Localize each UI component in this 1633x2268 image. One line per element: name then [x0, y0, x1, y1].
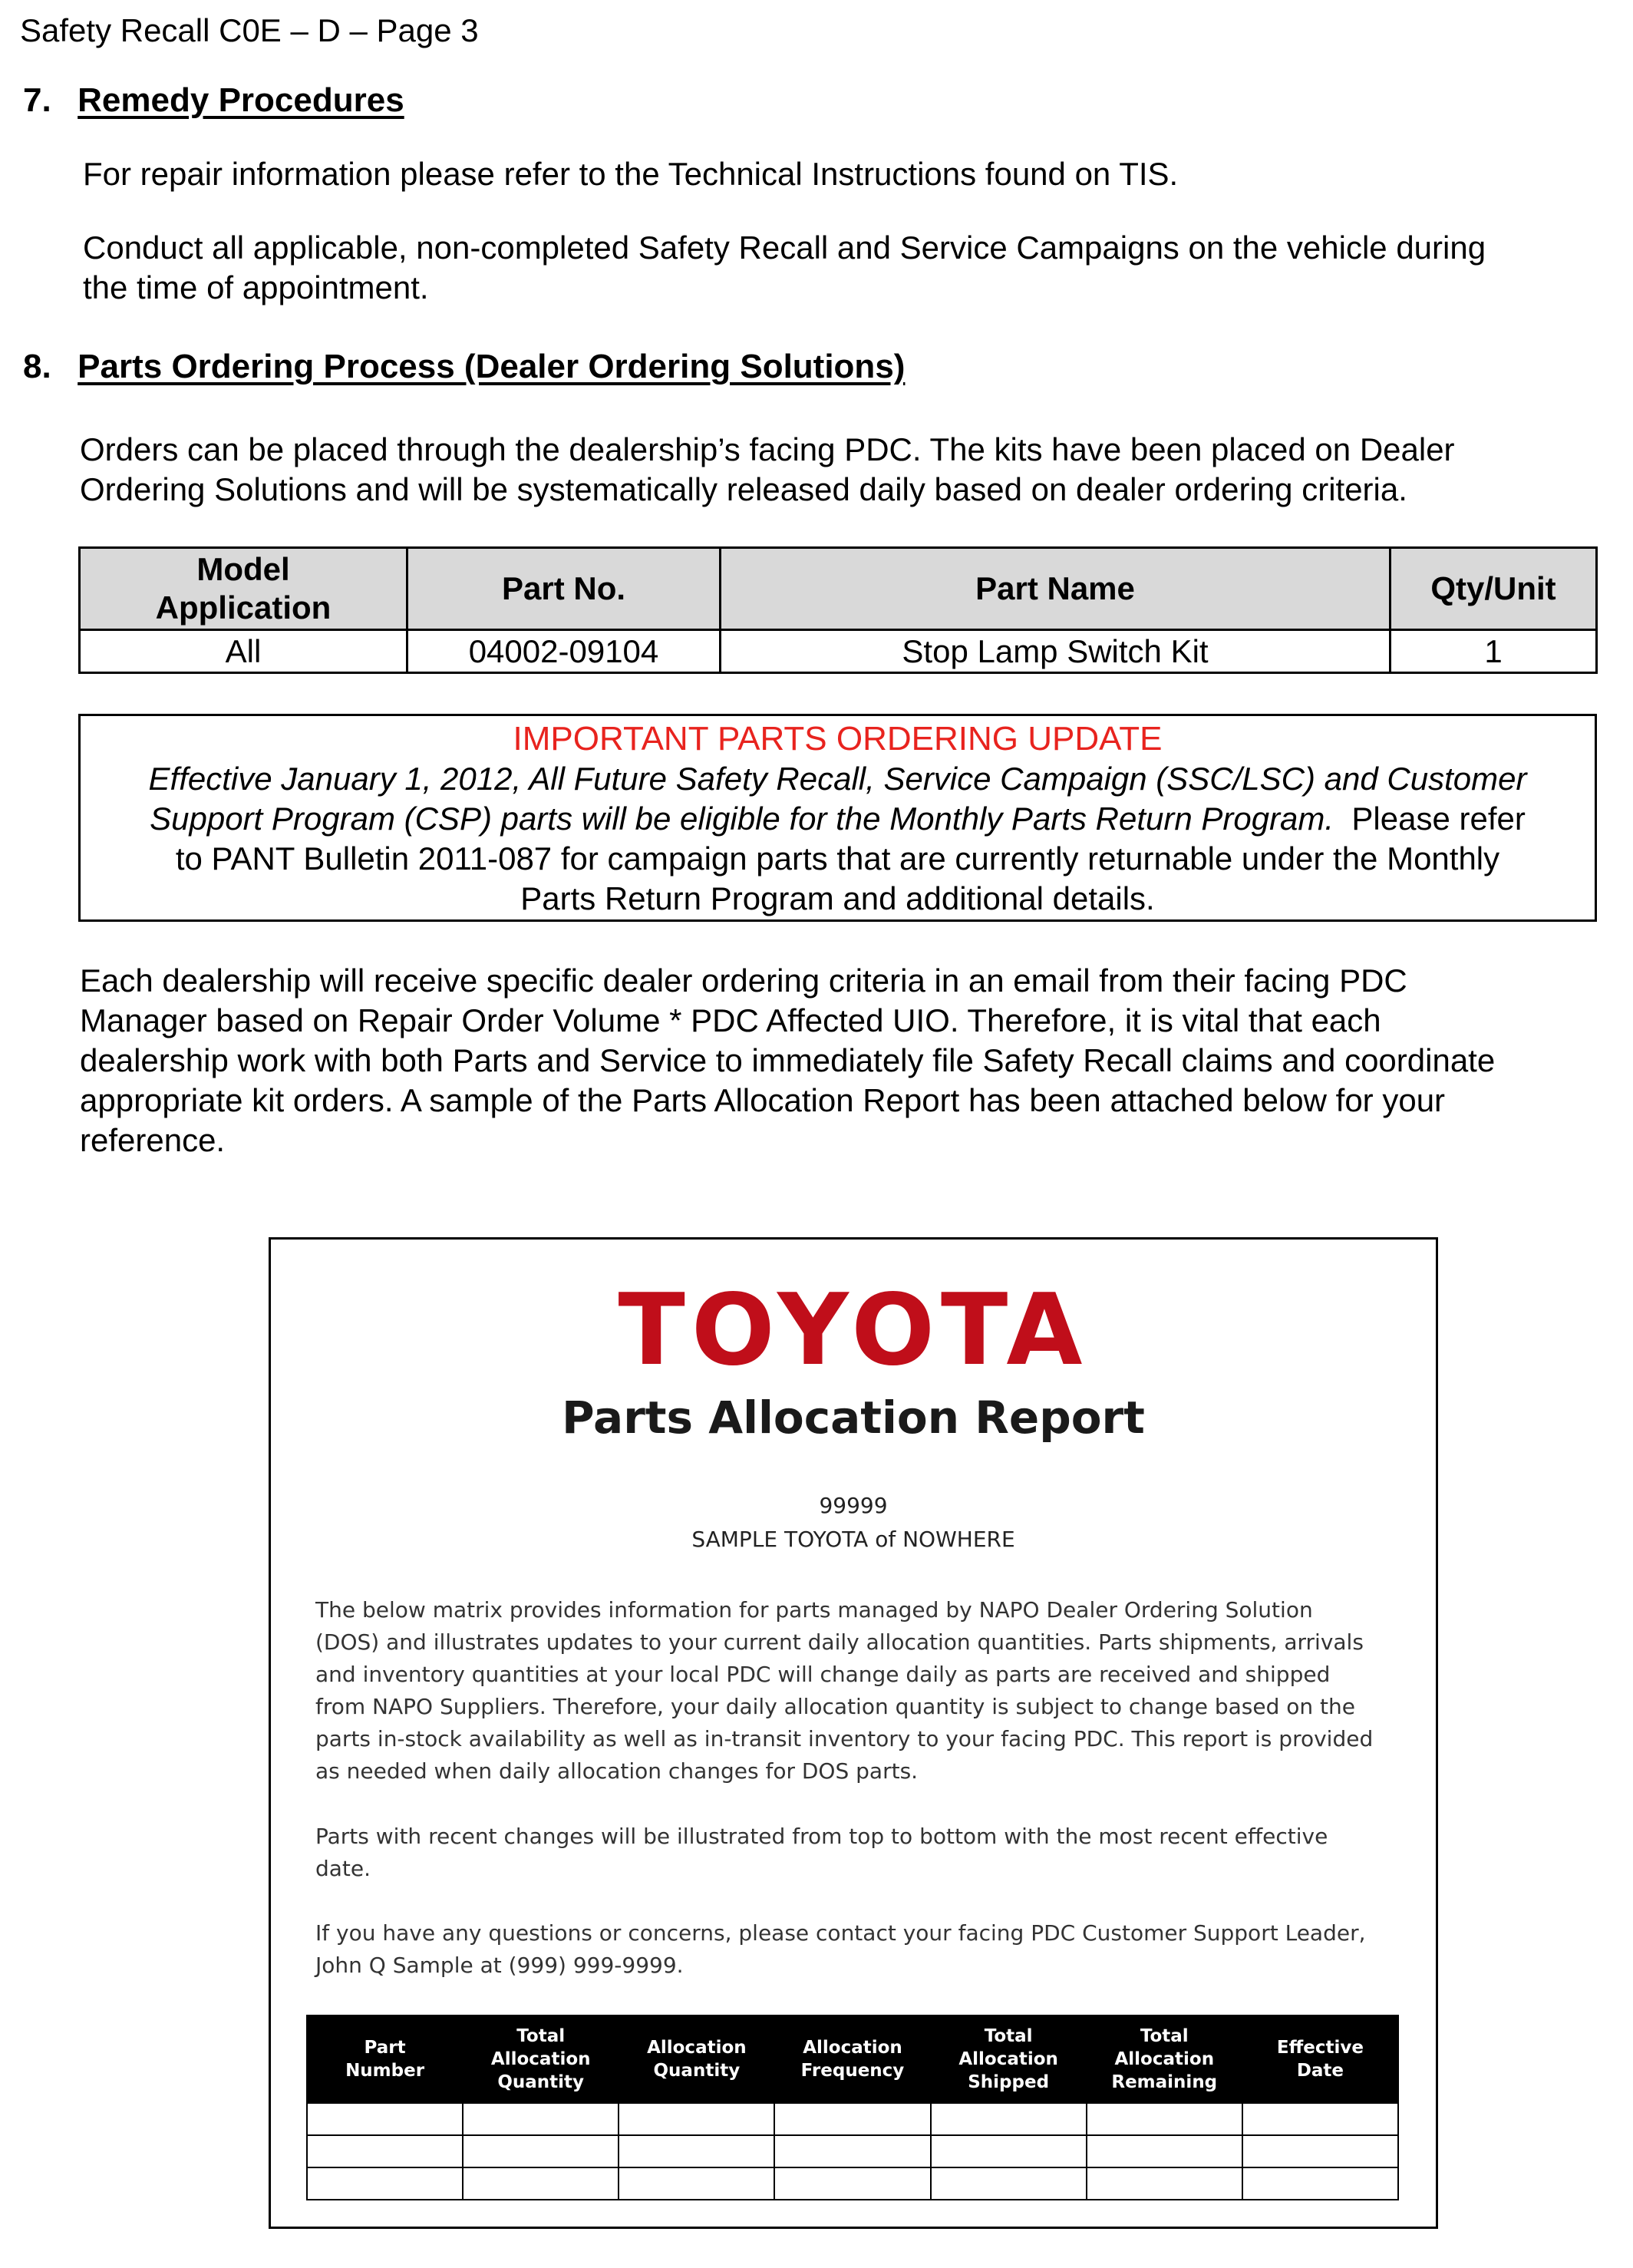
section-8-intro-line-1: Orders can be placed through the dealership’s facing PDC. The kits have been placed on Dealer: [80, 431, 1455, 467]
report-paragraph-1: [315, 1594, 1405, 1788]
report-paragraph-2: [315, 1821, 1405, 1885]
parts-table-cell-part-no: 04002-09104: [407, 630, 721, 673]
closing-line-4: appropriate kit orders. A sample of the Parts Allocation Report has been attached below for your: [80, 1082, 1446, 1118]
important-update-line-4: Parts Return Program and additional details.: [520, 880, 1155, 916]
section-8-title: Parts Ordering Process (Dealer Ordering Solutions): [78, 348, 906, 385]
allocation-header-line: Allocation: [647, 2038, 747, 2058]
allocation-header-line: Date: [1296, 2061, 1344, 2081]
parts-table-header-qty: Qty/Unit: [1391, 548, 1597, 630]
important-update-line-2-italic: Support Program (CSP) parts will be eligible for the Monthly Parts Return Program.: [150, 801, 1334, 837]
allocation-header-allocation-frequency: [774, 2015, 930, 2103]
section-7-number: 7.: [23, 81, 51, 119]
allocation-header-line: Allocation: [490, 2049, 591, 2069]
allocation-header-line: Number: [345, 2061, 425, 2081]
allocation-table-header-row: [307, 2015, 1398, 2103]
section-7-paragraph-2-line-2: the time of appointment.: [83, 269, 429, 305]
allocation-header-total-allocation-shipped: [931, 2015, 1087, 2103]
allocation-table: [306, 2015, 1399, 2200]
important-update-box: [78, 714, 1597, 922]
report-paragraph-3: [315, 1917, 1405, 1982]
important-update-title: IMPORTANT PARTS ORDERING UPDATE: [513, 720, 1163, 758]
parts-table-header-model-line-1: Model: [196, 551, 290, 588]
important-update-line-2: [81, 799, 1595, 839]
allocation-header-line: Remaining: [1111, 2072, 1218, 2092]
report-p1-line-3: and inventory quantities at your local PDC will change daily as parts are received and shipped: [315, 1662, 1331, 1687]
allocation-header-line: Allocation: [1114, 2049, 1215, 2069]
report-p1-line-6: as needed when daily allocation changes for DOS parts.: [315, 1758, 919, 1784]
allocation-header-line: Allocation: [958, 2049, 1058, 2069]
report-p2-line-2: date.: [315, 1856, 371, 1881]
parts-table-header-model-line-2: Application: [155, 589, 332, 626]
allocation-header-line: Frequency: [800, 2061, 905, 2081]
toyota-logo: TOYOTA: [618, 1273, 1089, 1388]
table-row: [307, 2167, 1398, 2200]
report-p1-line-1: The below matrix provides information for parts managed by NAPO Dealer Ordering Solution: [315, 1597, 1313, 1623]
parts-table: [78, 546, 1598, 674]
important-update-line-2-tail: Please refer: [1334, 801, 1526, 837]
section-7-title: Remedy Procedures: [78, 81, 404, 119]
section-8-intro-line-2: Ordering Solutions and will be systematically released daily based on dealer ordering criteria.: [80, 471, 1407, 507]
important-update-body: [81, 759, 1595, 919]
closing-line-1: Each dealership will receive specific dealer ordering criteria in an email from their facing PDC: [80, 962, 1407, 999]
report-p2-line-1: Parts with recent changes will be illustrated from top to bottom with the most recent effective: [315, 1824, 1328, 1849]
allocation-header-line: Total: [516, 2026, 566, 2046]
allocation-header-line: Total: [1140, 2026, 1189, 2046]
allocation-header-effective-date: [1242, 2015, 1398, 2103]
report-dealer-code: 99999: [819, 1493, 888, 1518]
report-title: Parts Allocation Report: [562, 1392, 1145, 1444]
allocation-header-line: Part: [364, 2038, 406, 2058]
section-7-heading: [23, 81, 404, 120]
parts-table-cell-model: All: [80, 630, 407, 673]
allocation-header-line: Quantity: [653, 2061, 741, 2081]
parts-table-header-part-no: Part No.: [407, 548, 721, 630]
parts-table-cell-part-name: Stop Lamp Switch Kit: [721, 630, 1391, 673]
report-p1-line-4: from NAPO Suppliers. Therefore, your daily allocation quantity is subject to change based on the: [315, 1694, 1355, 1719]
report-p1-line-5: parts in-stock availability as well as in-transit inventory to your facing PDC. This report is provided: [315, 1726, 1374, 1751]
allocation-header-line: Total: [984, 2026, 1033, 2046]
allocation-header-line: Quantity: [497, 2072, 585, 2092]
allocation-header-part-number: [307, 2015, 463, 2103]
important-update-line-1: Effective January 1, 2012, All Future Safety Recall, Service Campaign (SSC/LSC) and Customer: [148, 761, 1527, 797]
allocation-header-allocation-quantity: [619, 2015, 774, 2103]
report-dealer-name: SAMPLE TOYOTA of NOWHERE: [691, 1527, 1015, 1552]
parts-table-cell-qty: 1: [1391, 630, 1597, 673]
parts-table-header-model: [80, 548, 407, 630]
report-p3-line-1: If you have any questions or concerns, please contact your facing PDC Customer Support Leader,: [315, 1920, 1366, 1946]
parts-table-header-row: [80, 548, 1597, 630]
section-7-paragraph-2-line-1: Conduct all applicable, non-completed Safety Recall and Service Campaigns on the vehicle during: [83, 229, 1486, 266]
report-p1-line-2: (DOS) and illustrates updates to your current daily allocation quantities. Parts shipments, arrivals: [315, 1629, 1364, 1655]
closing-line-3: dealership work with both Parts and Service to immediately file Safety Recall claims and coordinate: [80, 1042, 1496, 1078]
table-row: [307, 2135, 1398, 2167]
closing-line-5: reference.: [80, 1122, 226, 1158]
important-update-line-3: to PANT Bulletin 2011-087 for campaign parts that are currently returnable under the Monthly: [175, 840, 1500, 876]
allocation-header-line: Effective: [1276, 2038, 1364, 2058]
allocation-header-total-allocation-remaining: [1087, 2015, 1242, 2103]
page-header: Safety Recall C0E – D – Page 3: [20, 12, 479, 48]
allocation-header-line: Shipped: [968, 2072, 1050, 2092]
section-7-paragraph-1: For repair information please refer to the Technical Instructions found on TIS.: [83, 156, 1179, 192]
allocation-header-total-allocation-quantity: [463, 2015, 619, 2103]
closing-paragraph: [80, 961, 1495, 1160]
table-row: [80, 630, 1597, 673]
parts-table-header-part-name: Part Name: [721, 548, 1391, 630]
report-p3-line-2: John Q Sample at (999) 999-9999.: [315, 1953, 684, 1978]
sample-report-image: [269, 1237, 1438, 2229]
section-8-number: 8.: [23, 348, 51, 385]
section-8-heading: [23, 348, 905, 386]
allocation-header-line: Allocation: [803, 2038, 902, 2058]
closing-line-2: Manager based on Repair Order Volume * PDC Affected UIO. Therefore, it is vital that each: [80, 1002, 1381, 1038]
table-row: [307, 2103, 1398, 2135]
